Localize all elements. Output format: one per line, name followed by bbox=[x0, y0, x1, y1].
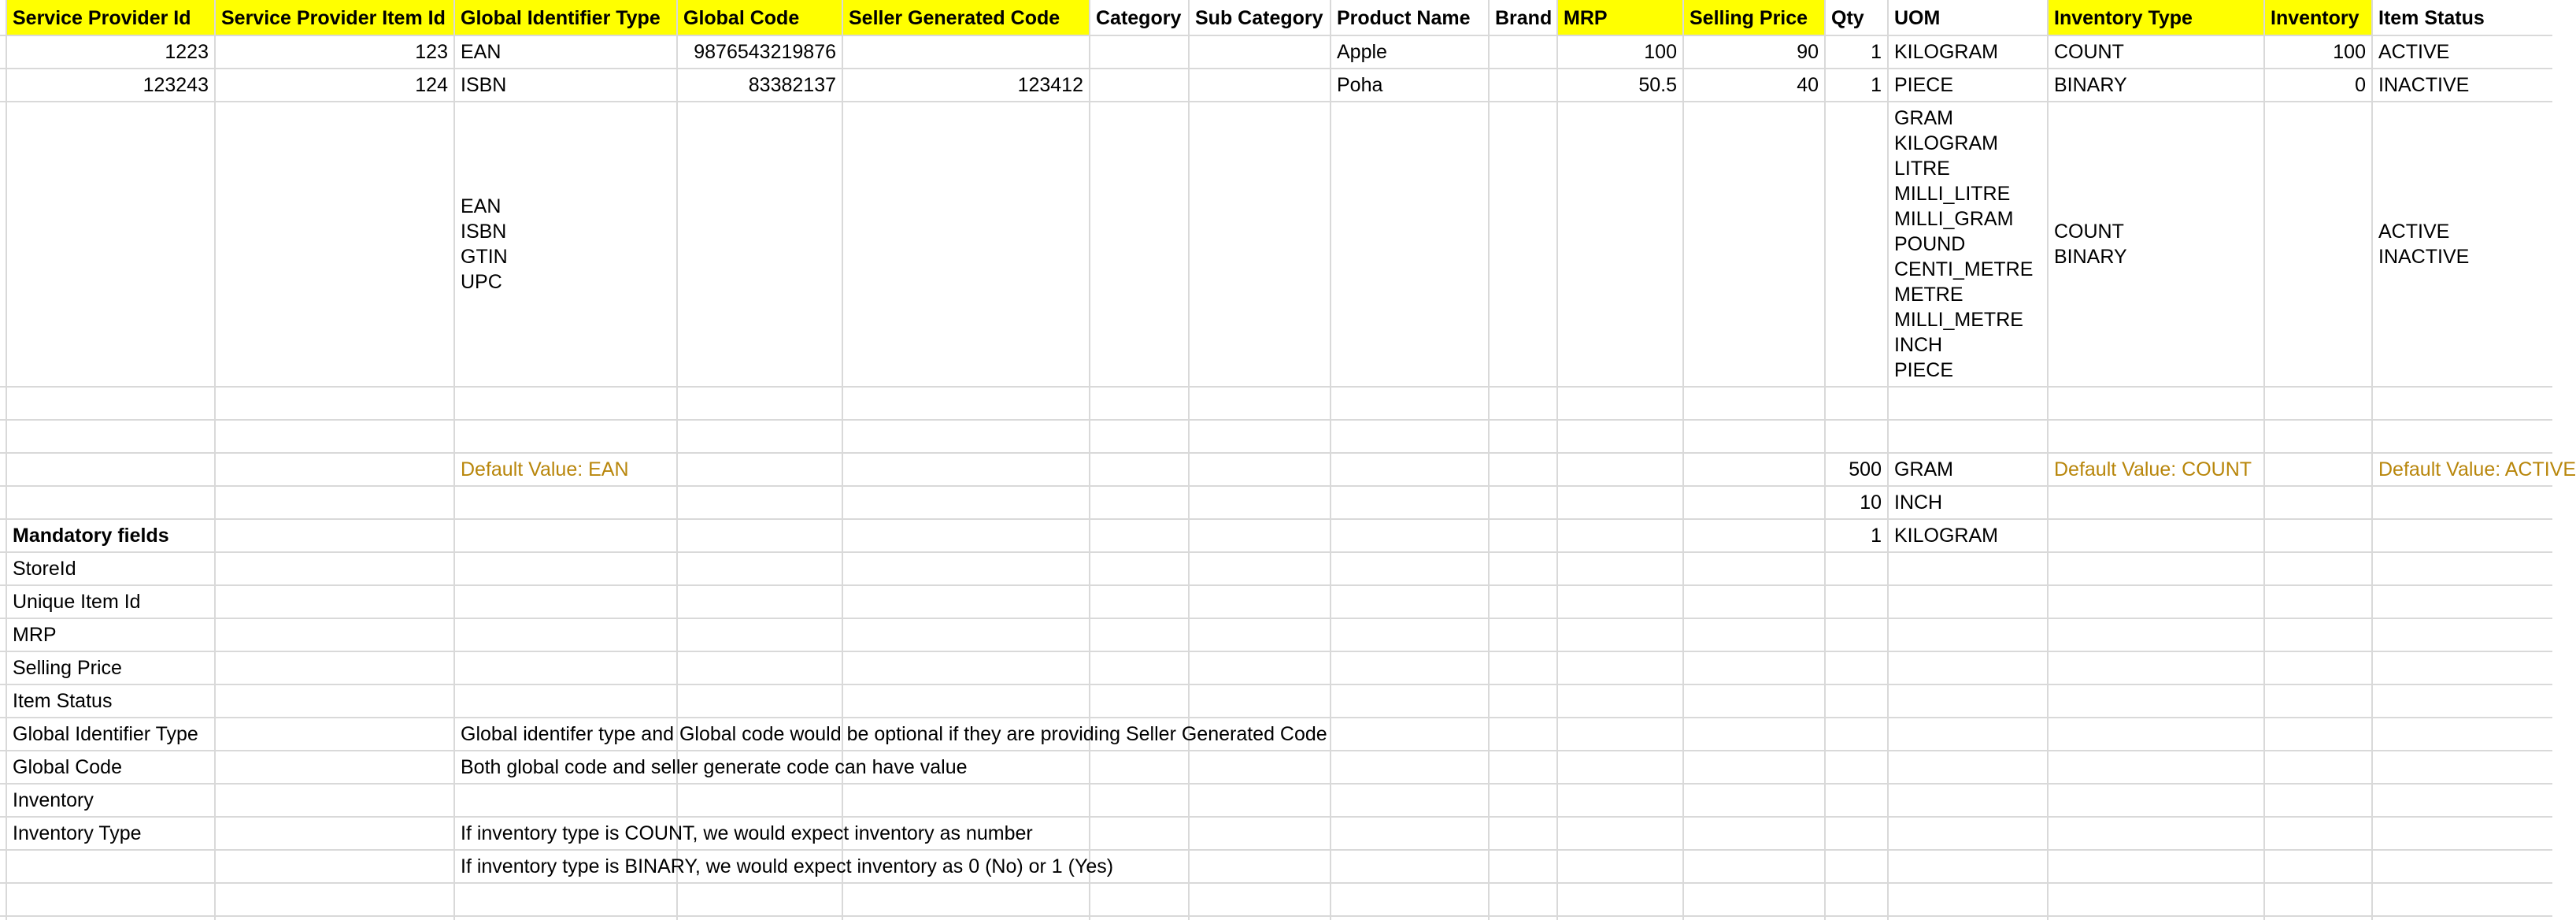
header-qty[interactable]: Qty bbox=[1831, 7, 1864, 29]
default-item-status[interactable]: Default Value: ACTIVE bbox=[2378, 458, 2576, 480]
note-global-code[interactable]: Both global code and seller generate code can have value bbox=[461, 756, 968, 778]
header-mrp[interactable]: MRP bbox=[1564, 7, 1608, 29]
row-gridline bbox=[0, 915, 2552, 917]
header-inventory-type[interactable]: Inventory Type bbox=[2054, 7, 2193, 29]
row-gridline bbox=[0, 485, 2552, 487]
row-gridline bbox=[0, 419, 2552, 421]
row-gridline bbox=[0, 386, 2552, 388]
table-cell[interactable]: PIECE bbox=[1894, 74, 1954, 96]
table-cell[interactable]: 0 bbox=[2355, 74, 2366, 96]
table-cell[interactable]: 9876543219876 bbox=[694, 41, 836, 63]
table-cell[interactable] bbox=[843, 36, 1089, 68]
mandatory-field[interactable]: Selling Price bbox=[13, 657, 122, 679]
mandatory-fields-title[interactable]: Mandatory fields bbox=[13, 525, 169, 547]
uom-example-qty[interactable]: 1 bbox=[1871, 525, 1882, 547]
table-cell[interactable]: ACTIVE bbox=[2378, 41, 2450, 63]
table-cell[interactable]: 90 bbox=[1797, 41, 1819, 63]
table-cell[interactable]: 123 bbox=[415, 41, 448, 63]
note-inventory-binary[interactable]: If inventory type is BINARY, we would expect inventory as 0 (No) or 1 (Yes) bbox=[461, 855, 1114, 877]
column-gridline bbox=[1682, 0, 1684, 920]
row-gridline bbox=[0, 618, 2552, 619]
row-gridline bbox=[0, 584, 2552, 586]
table-cell[interactable]: 123412 bbox=[1017, 74, 1083, 96]
uom-example-qty[interactable]: 10 bbox=[1860, 492, 1882, 514]
table-cell[interactable]: BINARY bbox=[2054, 74, 2127, 96]
header-service-provider-id[interactable]: Service Provider Id bbox=[13, 7, 191, 29]
header-brand[interactable]: Brand bbox=[1495, 7, 1553, 29]
column-gridline bbox=[214, 0, 216, 920]
column-gridline bbox=[1488, 0, 1490, 920]
header-item-status[interactable]: Item Status bbox=[2378, 7, 2485, 29]
table-cell[interactable]: 123243 bbox=[142, 74, 209, 96]
table-cell[interactable]: ISBN bbox=[461, 74, 507, 96]
table-cell[interactable]: COUNT bbox=[2054, 41, 2124, 63]
row-gridline bbox=[0, 816, 2552, 818]
table-cell[interactable]: 50.5 bbox=[1638, 74, 1677, 96]
mandatory-field[interactable]: Inventory Type bbox=[13, 822, 142, 844]
mandatory-field[interactable]: MRP bbox=[13, 624, 57, 646]
table-cell[interactable]: 83382137 bbox=[748, 74, 836, 96]
row-gridline bbox=[0, 651, 2552, 652]
uom-example-unit[interactable]: KILOGRAM bbox=[1894, 525, 1998, 547]
mandatory-field[interactable]: StoreId bbox=[13, 558, 76, 580]
mandatory-field[interactable]: Unique Item Id bbox=[13, 591, 141, 613]
mandatory-field[interactable]: Global Identifier Type bbox=[13, 723, 198, 745]
header-sub-category[interactable]: Sub Category bbox=[1195, 7, 1323, 29]
table-cell[interactable]: Apple bbox=[1337, 41, 1387, 63]
default-global-identifier-type[interactable]: Default Value: EAN bbox=[461, 458, 629, 480]
mandatory-field[interactable]: Global Code bbox=[13, 756, 122, 778]
table-cell[interactable]: 40 bbox=[1797, 74, 1819, 96]
item-status-options[interactable]: ACTIVE INACTIVE bbox=[2378, 221, 2470, 268]
table-cell[interactable]: INACTIVE bbox=[2378, 74, 2470, 96]
table-cell[interactable]: Poha bbox=[1337, 74, 1383, 96]
table-cell[interactable]: 124 bbox=[415, 74, 448, 96]
table-cell[interactable]: 100 bbox=[1644, 41, 1677, 63]
global-identifier-options[interactable]: EAN ISBN GTIN UPC bbox=[461, 195, 508, 293]
header-global-identifier-type[interactable]: Global Identifier Type bbox=[461, 7, 661, 29]
uom-example-unit[interactable]: INCH bbox=[1894, 492, 1943, 514]
uom-options[interactable]: GRAM KILOGRAM LITRE MILLI_LITRE MILLI_GRAM POUND CENTI_METRE METRE MILLI_METRE INCH PIECE bbox=[1894, 107, 2034, 381]
header-product-name[interactable]: Product Name bbox=[1337, 7, 1471, 29]
default-inventory-type[interactable]: Default Value: COUNT bbox=[2054, 458, 2252, 480]
table-cell[interactable]: 1223 bbox=[165, 41, 209, 63]
row-gridline bbox=[0, 551, 2552, 553]
column-gridline bbox=[1330, 0, 1331, 920]
column-gridline bbox=[1188, 0, 1190, 920]
table-cell[interactable]: 1 bbox=[1871, 41, 1882, 63]
mandatory-field[interactable]: Item Status bbox=[13, 690, 113, 712]
header-category[interactable]: Category bbox=[1096, 7, 1182, 29]
header-service-provider-item-id[interactable]: Service Provider Item Id bbox=[221, 7, 446, 29]
uom-example-unit[interactable]: GRAM bbox=[1894, 458, 1953, 480]
table-cell[interactable]: EAN bbox=[461, 41, 502, 63]
uom-example-qty[interactable]: 500 bbox=[1849, 458, 1882, 480]
inventory-type-options[interactable]: COUNT BINARY bbox=[2054, 221, 2127, 268]
header-uom[interactable]: UOM bbox=[1894, 7, 1941, 29]
table-cell[interactable]: 1 bbox=[1871, 74, 1882, 96]
table-cell[interactable]: 100 bbox=[2333, 41, 2366, 63]
column-gridline bbox=[2263, 0, 2265, 920]
row-gridline bbox=[0, 518, 2552, 520]
row-gridline bbox=[0, 684, 2552, 685]
row-gridline bbox=[0, 750, 2552, 751]
column-gridline bbox=[1556, 0, 1558, 920]
header-global-code[interactable]: Global Code bbox=[683, 7, 800, 29]
row-gridline bbox=[0, 849, 2552, 851]
header-inventory[interactable]: Inventory bbox=[2271, 7, 2359, 29]
row-gridline bbox=[0, 783, 2552, 785]
row-gridline bbox=[0, 882, 2552, 884]
mandatory-field[interactable]: Inventory bbox=[13, 789, 94, 811]
header-selling-price[interactable]: Selling Price bbox=[1690, 7, 1808, 29]
note-global-identifier-type[interactable]: Global identifer type and Global code would be optional if they are providing Seller Generated Code bbox=[461, 723, 1327, 745]
table-cell[interactable]: KILOGRAM bbox=[1894, 41, 1998, 63]
note-inventory-count[interactable]: If inventory type is COUNT, we would expect inventory as number bbox=[461, 822, 1033, 844]
column-gridline bbox=[1089, 0, 1090, 920]
header-seller-generated-code[interactable]: Seller Generated Code bbox=[849, 7, 1060, 29]
